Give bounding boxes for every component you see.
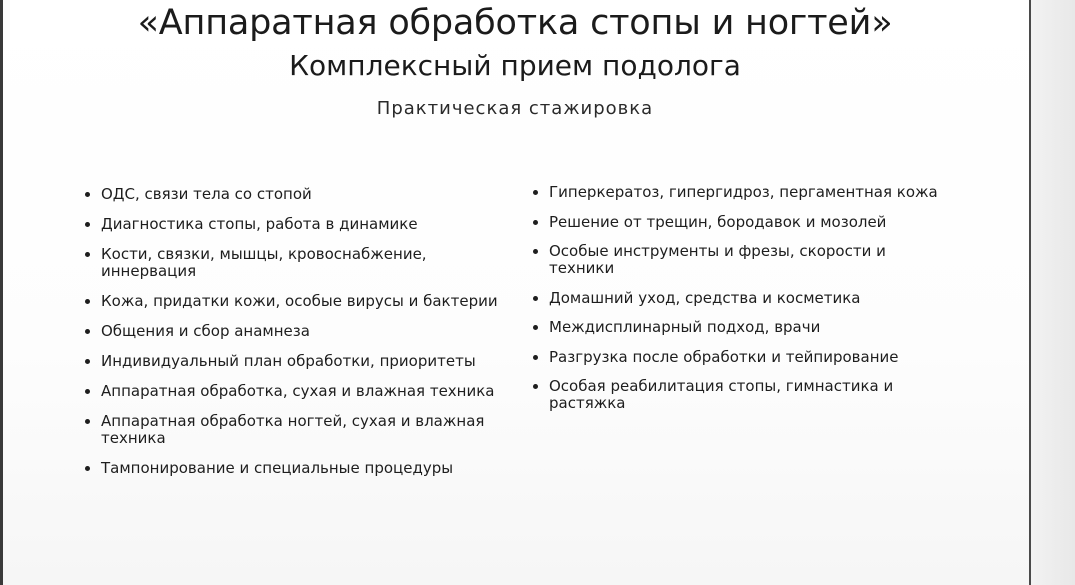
bullet-icon <box>533 384 538 389</box>
bullet-icon <box>85 466 90 471</box>
list-item-text: Кости, связки, мышцы, кровоснабжение, иннервация <box>101 245 427 280</box>
bullet-icon <box>533 355 538 360</box>
bullet-icon <box>85 359 90 364</box>
list-item-text: Разгрузка после обработки и тейпирование <box>549 347 899 366</box>
list-item-text: Междисплинарный подход, врачи <box>549 318 821 336</box>
list-item <box>85 413 505 447</box>
list-item-text: Тампонирование и специальные процедуры <box>101 459 454 477</box>
list-item-text: ОДС, связи тела со стопой <box>101 185 312 203</box>
list-item <box>85 186 505 203</box>
list-item-text: Кожа, придатки кожи, особые вирусы и бактерии <box>101 292 498 310</box>
list-item <box>85 460 505 477</box>
list-item <box>85 383 505 400</box>
bullet-icon <box>85 329 90 334</box>
list-item-text: Аппаратная обработка ногтей, сухая и влажная техника <box>101 412 485 447</box>
bullet-icon <box>533 325 538 330</box>
page-left-edge <box>0 0 3 585</box>
list-item <box>85 216 505 233</box>
bullet-icon <box>85 222 90 227</box>
list-item-text: Общения и сбор анамнеза <box>101 322 310 340</box>
topics-list-right <box>533 184 953 425</box>
list-item <box>85 353 505 370</box>
list-item <box>533 349 953 366</box>
list-item-text: Особая реабилитация стопы, гимнастика и растяжка <box>549 377 894 412</box>
bullet-icon <box>533 220 538 225</box>
list-item-text: Аппаратная обработка, сухая и влажная техника <box>101 382 495 400</box>
list-item-text: Особые инструменты и фрезы, скорости и техники <box>549 242 886 277</box>
list-item <box>85 246 505 280</box>
list-item-text: Индивидуальный план обработки, приоритеты <box>101 352 476 370</box>
list-item <box>85 293 505 310</box>
bullet-icon <box>85 299 90 304</box>
list-item <box>533 378 953 412</box>
bullet-icon <box>533 296 538 301</box>
list-item-text: Решение от трещин, бородавок и мозолей <box>549 212 887 231</box>
bullet-icon <box>533 190 538 195</box>
course-title: «Аппаратная обработка стопы и ногтей» <box>137 3 893 43</box>
list-item-text: Диагностика стопы, работа в динамике <box>101 215 418 233</box>
topics-list-left <box>85 186 505 490</box>
page-right-margin <box>1031 0 1075 585</box>
list-item <box>533 243 953 277</box>
bullet-icon <box>85 252 90 257</box>
list-item <box>85 323 505 340</box>
list-item <box>533 319 953 336</box>
list-item-text: Гиперкератоз, гипергидроз, пергаментная кожа <box>549 183 938 201</box>
course-type: Практическая стажировка <box>376 98 654 119</box>
list-item <box>533 214 953 231</box>
list-item <box>533 184 953 201</box>
page-right-edge <box>1029 0 1031 585</box>
list-item <box>533 290 953 307</box>
list-item-text: Домашний уход, средства и косметика <box>549 288 861 307</box>
course-subtitle: Комплексный прием подолога <box>289 49 741 82</box>
bullet-icon <box>85 389 90 394</box>
bullet-icon <box>85 419 90 424</box>
bullet-icon <box>85 192 90 197</box>
bullet-icon <box>533 249 538 254</box>
